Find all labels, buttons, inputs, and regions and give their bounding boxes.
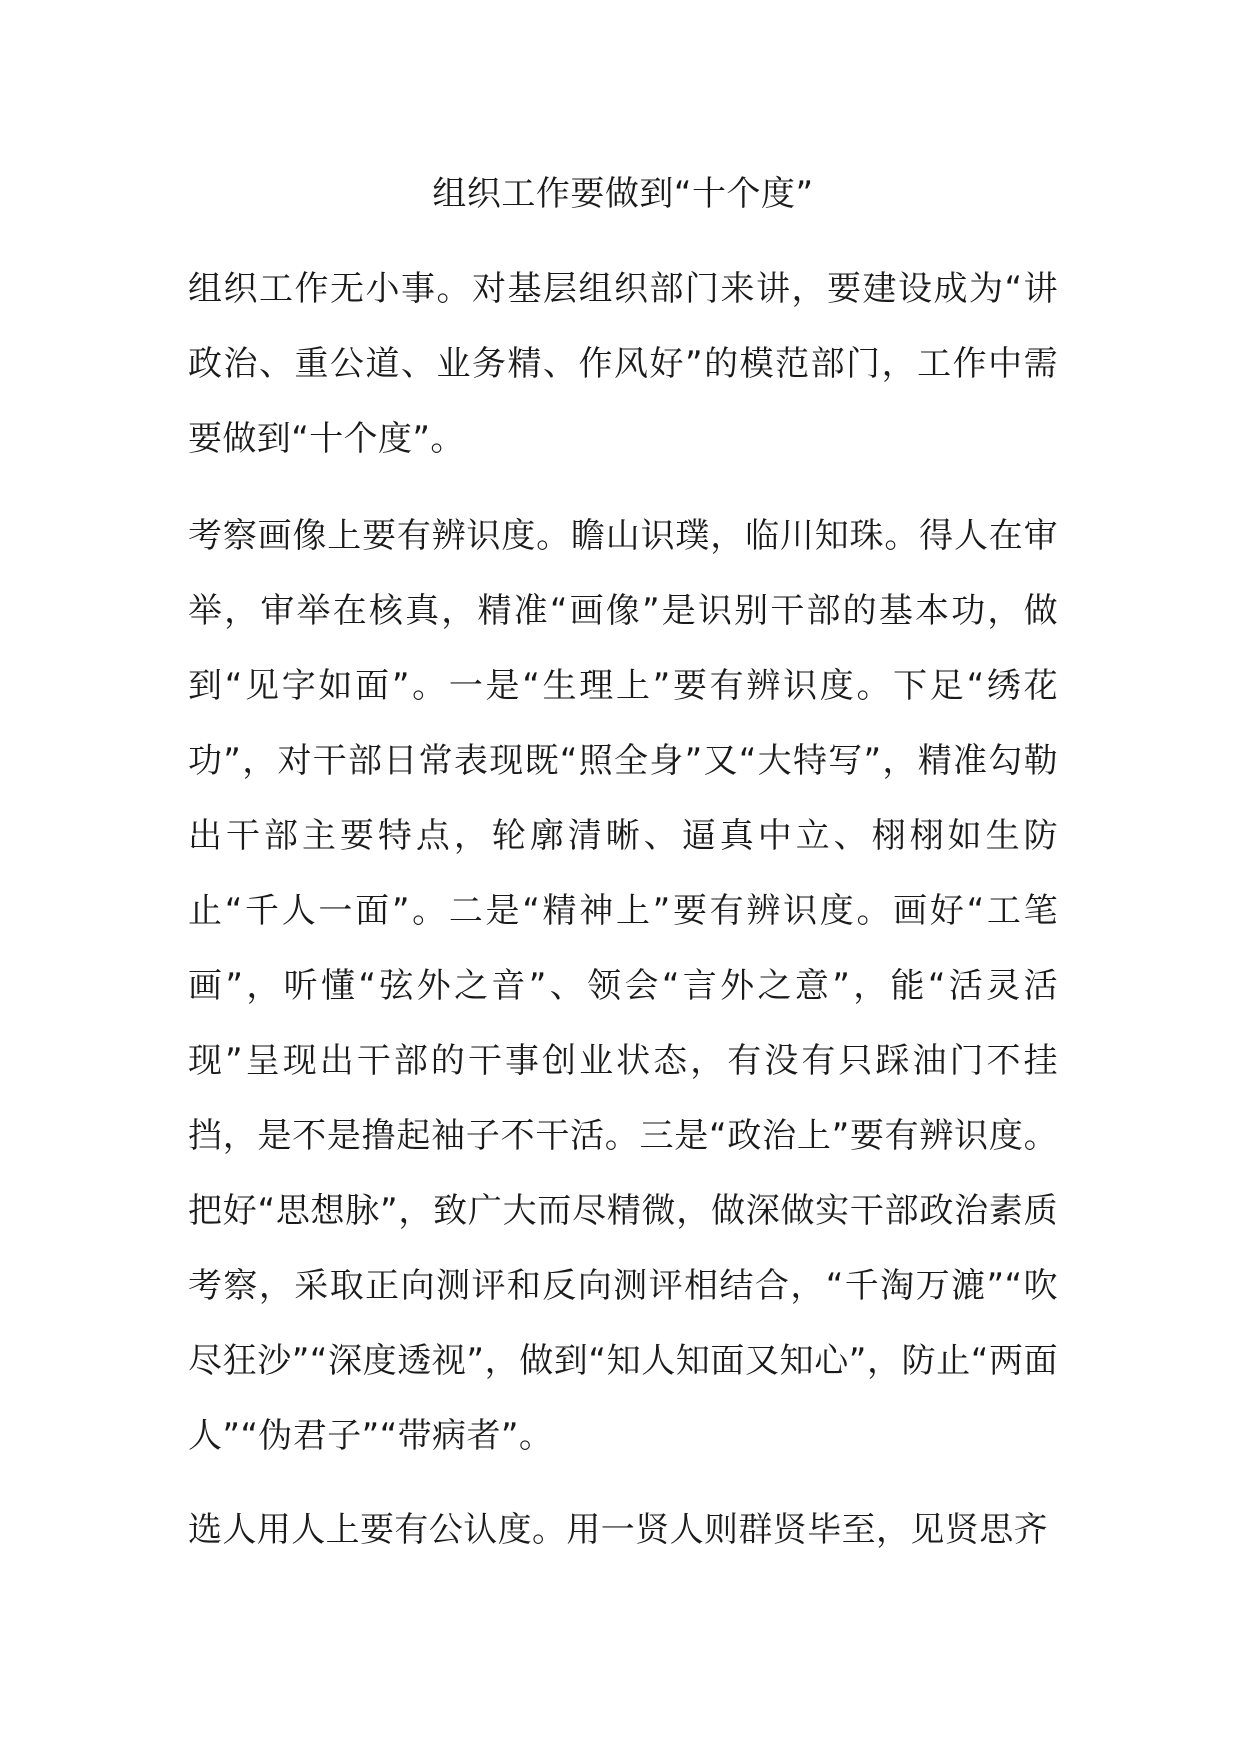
paragraph-selection-recognition: 选人用人上要有公认度。用一贤人则群贤毕至，见贤思齐 bbox=[188, 1510, 1048, 1550]
paragraph-assessment-recognition: 考察画像上要有辨识度。瞻山识璞，临川知珠。得人在审举，审举在核真，精准“画像”是识别干部的基本功，做到“见字如面”。一是“生理上”要有辨识度。下足“绣花功”，对干部日常表现既“照全身”又“大特写”，精准勾勒出干部主要特点，轮廓清晰、逼真中立、栩栩如生防止“千人一面”。二是“精神上”要有辨识度。画好“工笔画”，听懂“弦外之音”、领会“言外之意”，能“活灵活现”呈现出干部的干事创业状态，有没有只踩油门不挂挡，是不是撸起袖子不干活。三是“政治上”要有辨识度。把好“思想脉”，致广大而尽精微，做深做实干部政治素质考察，采取正向测评和反向测评相结合，“千淘万漉”“吹尽狂沙”“深度透视”，做到“知人知面又知心”，防止“两面人”“伪君子”“带病者”。 bbox=[188, 516, 1058, 1456]
paragraph-intro: 组织工作无小事。对基层组织部门来讲，要建设成为“讲政治、重公道、业务精、作风好”的模范部门，工作中需要做到“十个度”。 bbox=[188, 269, 1058, 459]
document-page bbox=[188, 0, 1058, 1754]
document-title: 组织工作要做到“十个度” bbox=[432, 174, 814, 214]
document-body bbox=[188, 252, 1058, 1590]
